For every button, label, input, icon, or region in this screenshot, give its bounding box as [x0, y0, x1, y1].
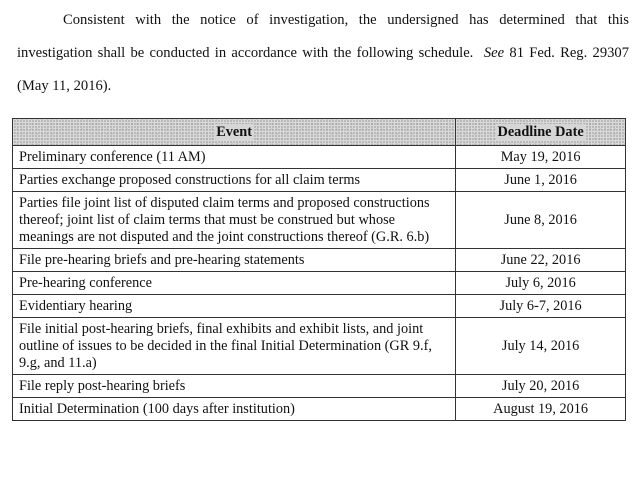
event-cell: Preliminary conference (11 AM)	[13, 146, 456, 169]
event-cell: Parties exchange proposed constructions for all claim terms	[13, 169, 456, 192]
table-row	[13, 146, 626, 169]
deadline-cell: July 6, 2016	[456, 272, 626, 295]
table-row	[13, 295, 626, 318]
intro-citation: 81 Fed. Reg. 29307 (May 11, 2016).	[17, 45, 630, 94]
event-cell: Evidentiary hearing	[13, 295, 456, 318]
table-row	[13, 375, 626, 398]
schedule-table	[12, 118, 626, 421]
deadline-cell: July 20, 2016	[456, 375, 626, 398]
event-cell: File pre-hearing briefs and pre-hearing statements	[13, 249, 456, 272]
event-header-label: Event	[216, 123, 252, 140]
event-cell: Pre-hearing conference	[13, 272, 456, 295]
deadline-cell: July 14, 2016	[456, 318, 626, 375]
deadline-cell: June 8, 2016	[456, 192, 626, 249]
schedule-body	[13, 146, 626, 421]
event-cell: Initial Determination (100 days after institution)	[13, 398, 456, 421]
deadline-cell: May 19, 2016	[456, 146, 626, 169]
table-row	[13, 169, 626, 192]
deadline-cell: June 22, 2016	[456, 249, 626, 272]
deadline-cell: July 6-7, 2016	[456, 295, 626, 318]
header-row	[13, 119, 626, 146]
table-row	[13, 398, 626, 421]
table-row	[13, 272, 626, 295]
deadline-cell: June 1, 2016	[456, 169, 626, 192]
table-row	[13, 192, 626, 249]
deadline-cell: August 19, 2016	[456, 398, 626, 421]
deadline-column-header	[456, 119, 626, 146]
event-column-header	[13, 119, 456, 146]
schedule-header	[13, 119, 626, 146]
intro-text: Consistent with the notice of investigation, the undersigned has determined that this investigation shall be conducted in accordance with the following schedule.	[17, 12, 629, 61]
event-cell: File reply post-hearing briefs	[13, 375, 456, 398]
deadline-header-label: Deadline Date	[497, 123, 584, 140]
event-cell: Parties file joint list of disputed claim terms and proposed constructions thereof; joint list of claim terms that must be construed but whose meanings are not disputed and the joint constructions thereof (G.R. 6.b)	[13, 192, 456, 249]
see-signal: See	[483, 45, 505, 61]
table-row	[13, 249, 626, 272]
event-cell: File initial post-hearing briefs, final exhibits and exhibit lists, and joint outline of issues to be decided in the final Initial Determination (GR 9.f, 9.g, and 11.a)	[13, 318, 456, 375]
table-row	[13, 318, 626, 375]
intro-paragraph	[17, 4, 629, 103]
